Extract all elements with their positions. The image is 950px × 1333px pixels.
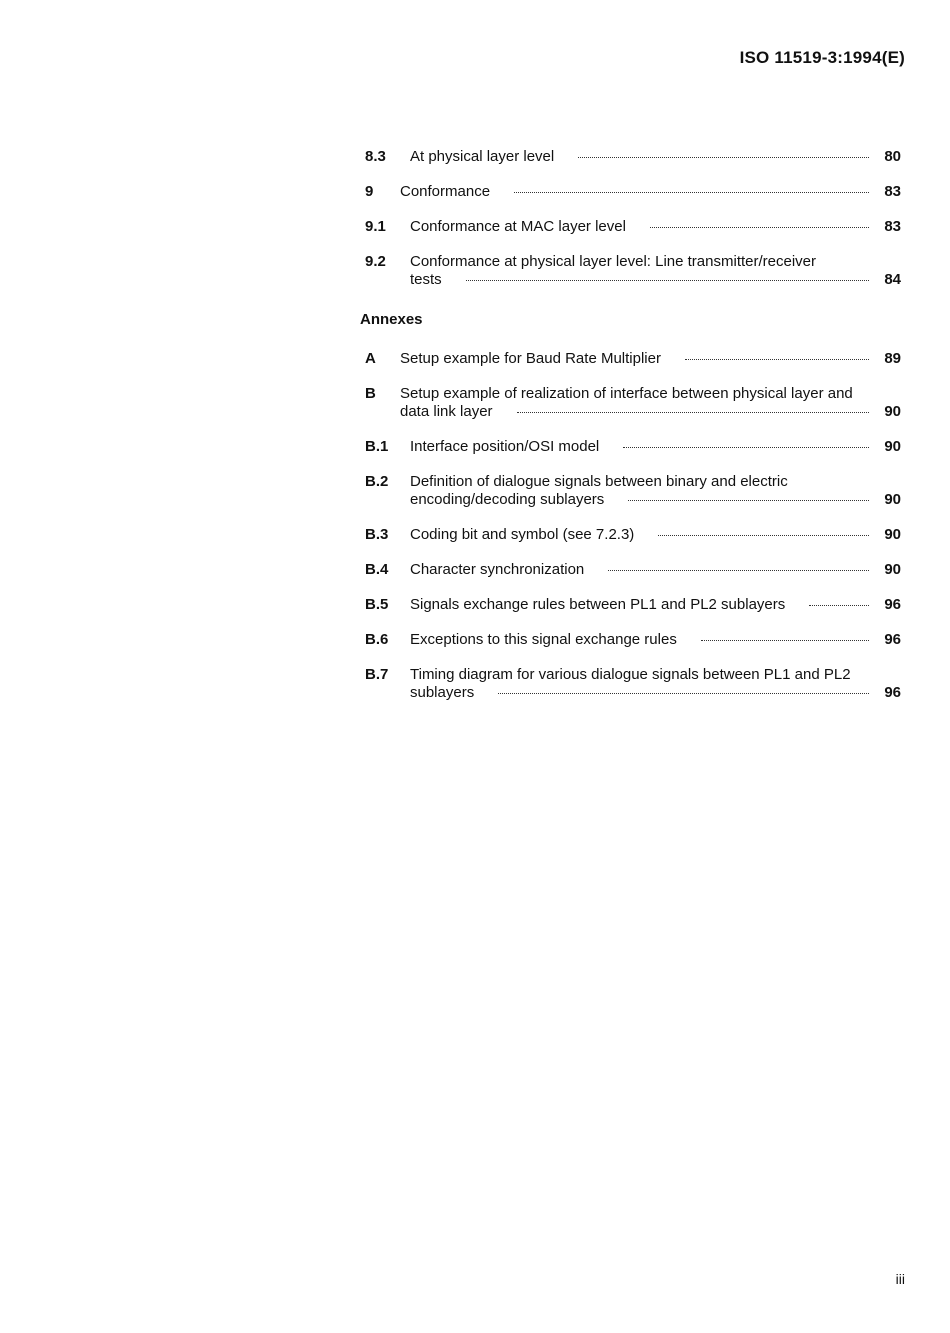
toc-entry-number: 9 xyxy=(365,183,374,200)
toc-entry-title-line2: encoding/decoding sublayers xyxy=(410,491,605,508)
toc-entry-annex-b-2[interactable] xyxy=(360,473,904,509)
toc-entry-9[interactable] xyxy=(360,183,904,201)
leader-dots xyxy=(498,692,869,694)
toc-entry-number: B.7 xyxy=(365,666,389,683)
toc-entry-page: 96 xyxy=(884,596,901,613)
toc-entry-annex-a[interactable] xyxy=(360,350,904,368)
toc-entry-number: B.3 xyxy=(365,526,389,543)
toc-entry-annex-b-3[interactable] xyxy=(360,526,904,544)
toc-entry-9-2[interactable] xyxy=(360,253,904,289)
leader-dots xyxy=(685,358,869,360)
leader-dots xyxy=(608,569,869,571)
toc-entry-annex-b-5[interactable] xyxy=(360,596,904,614)
leader-dots xyxy=(701,639,869,641)
toc-entry-annex-b-1[interactable] xyxy=(360,438,904,456)
toc-entry-title: Conformance xyxy=(400,183,491,200)
toc-entry-number: 8.3 xyxy=(365,148,386,165)
toc-entry-title: Signals exchange rules between PL1 and PL2 sublayers xyxy=(410,596,786,613)
leader-dots xyxy=(809,604,869,606)
toc-entry-title-line2: tests xyxy=(410,271,442,288)
toc-entry-page: 90 xyxy=(884,561,901,578)
toc-entry-page: 90 xyxy=(884,526,901,543)
leader-dots xyxy=(623,446,869,448)
toc-entry-page: 80 xyxy=(884,148,901,165)
leader-dots xyxy=(466,279,869,281)
toc-entry-page: 90 xyxy=(884,491,901,508)
toc-entry-title: Character synchronization xyxy=(410,561,585,578)
table-of-contents xyxy=(360,148,904,719)
toc-entry-number: B.4 xyxy=(365,561,389,578)
toc-entry-annex-b[interactable] xyxy=(360,385,904,421)
leader-dots xyxy=(514,191,869,193)
toc-entry-number: B xyxy=(365,385,376,402)
toc-entry-number: B.5 xyxy=(365,596,389,613)
toc-entry-title: Interface position/OSI model xyxy=(410,438,600,455)
toc-entry-page: 83 xyxy=(884,183,901,200)
toc-entry-page: 90 xyxy=(884,438,901,455)
toc-entry-number: B.2 xyxy=(365,473,389,490)
toc-entry-page: 96 xyxy=(884,631,901,648)
document-id-header: ISO 11519-3:1994(E) xyxy=(739,48,905,67)
leader-dots xyxy=(578,156,869,158)
toc-entry-number: B.6 xyxy=(365,631,389,648)
leader-dots xyxy=(650,226,869,228)
leader-dots xyxy=(658,534,869,536)
toc-entry-title-line1: Timing diagram for various dialogue signals between PL1 and PL2 xyxy=(410,666,851,683)
toc-entry-title-line1: Conformance at physical layer level: Line transmitter/receiver xyxy=(410,253,817,270)
toc-entry-8-3[interactable] xyxy=(360,148,904,166)
leader-dots xyxy=(628,499,869,501)
toc-entry-title: Conformance at MAC layer level xyxy=(410,218,626,235)
toc-entry-page: 84 xyxy=(884,271,901,288)
toc-entry-title: At physical layer level xyxy=(410,148,555,165)
page-number: iii xyxy=(895,1271,905,1287)
toc-entry-page: 90 xyxy=(884,403,901,420)
toc-entry-number: B.1 xyxy=(365,438,389,455)
toc-entry-number: A xyxy=(365,350,376,367)
toc-entry-9-1[interactable] xyxy=(360,218,904,236)
toc-entry-title: Coding bit and symbol (see 7.2.3) xyxy=(410,526,635,543)
toc-entry-title-line1: Setup example of realization of interface between physical layer and xyxy=(400,385,853,402)
toc-entry-number: 9.2 xyxy=(365,253,386,270)
toc-entry-number: 9.1 xyxy=(365,218,386,235)
toc-entry-annex-b-4[interactable] xyxy=(360,561,904,579)
leader-dots xyxy=(517,411,869,413)
toc-entry-title-line2: data link layer xyxy=(400,403,493,420)
annexes-heading: Annexes xyxy=(360,311,423,328)
toc-entry-page: 96 xyxy=(884,684,901,701)
toc-entry-page: 83 xyxy=(884,218,901,235)
toc-entry-annex-b-6[interactable] xyxy=(360,631,904,649)
toc-entry-title: Exceptions to this signal exchange rules xyxy=(410,631,677,648)
toc-entry-title-line2: sublayers xyxy=(410,684,475,701)
toc-entry-annex-b-7[interactable] xyxy=(360,666,904,702)
toc-entry-title: Setup example for Baud Rate Multiplier xyxy=(400,350,661,367)
toc-entry-page: 89 xyxy=(884,350,901,367)
toc-entry-title-line1: Definition of dialogue signals between binary and electric xyxy=(410,473,788,490)
